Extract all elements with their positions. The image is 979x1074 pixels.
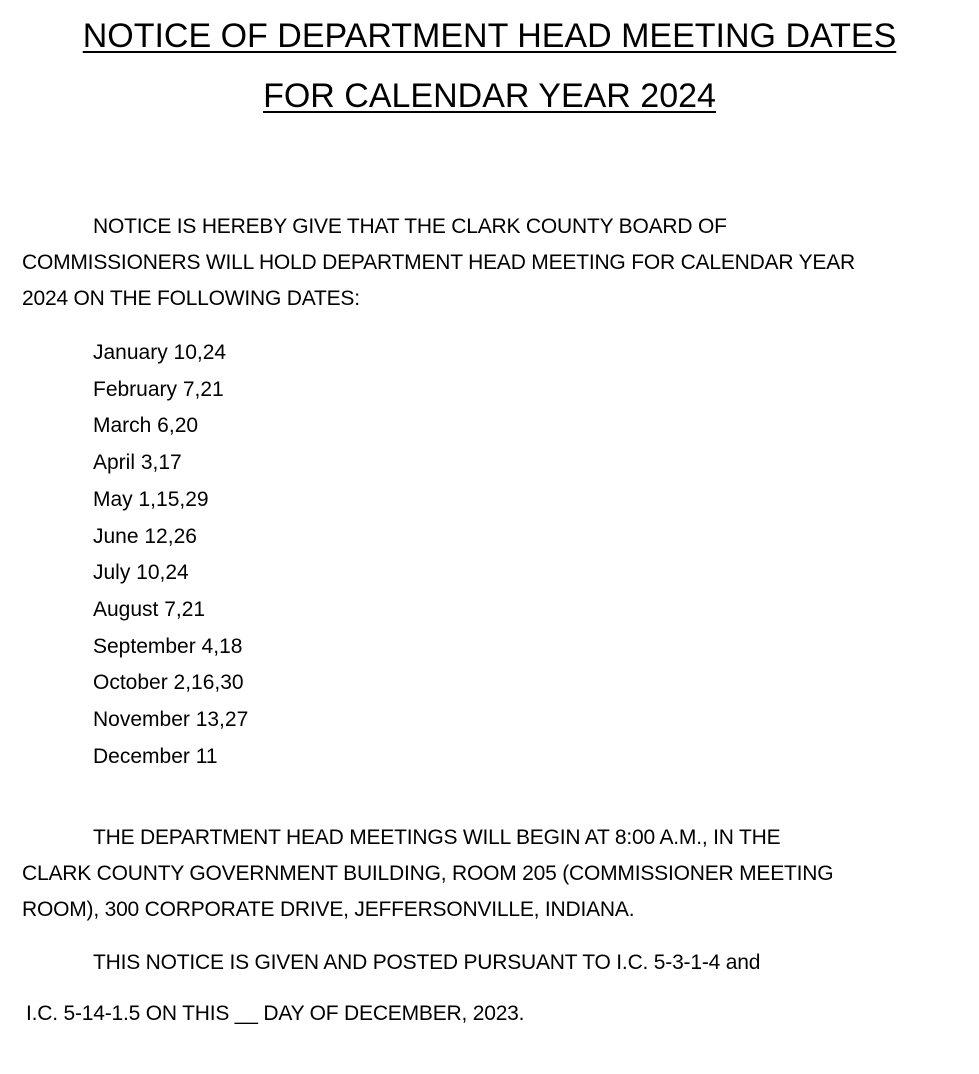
meeting-date-item: January 10,24	[93, 341, 227, 364]
meeting-date-item: February 7,21	[93, 377, 224, 401]
meeting-date-item: March 6,20	[93, 414, 199, 438]
intro-paragraph	[22, 209, 957, 317]
meeting-date-item: May 1,15,29	[93, 487, 209, 511]
meeting-date-item: August 7,21	[93, 597, 206, 621]
meeting-date-item: July 10,24	[93, 561, 189, 585]
intro-line-2: COMMISSIONERS WILL HOLD DEPARTMENT HEAD MEETING FOR CALENDAR YEAR	[22, 251, 855, 274]
location-line-3: ROOM), 300 CORPORATE DRIVE, JEFFERSONVILLE, INDIANA.	[22, 898, 635, 921]
statute-line-1: THIS NOTICE IS GIVEN AND POSTED PURSUANT TO I.C. 5-3-1-4 and	[93, 951, 761, 974]
meeting-date-item: April 3,17	[93, 451, 182, 475]
meeting-date-item: December 11	[93, 744, 218, 768]
meeting-date-item: June 12,26	[93, 524, 197, 548]
intro-line-3: 2024 ON THE FOLLOWING DATES:	[22, 287, 360, 310]
meeting-date-item: September 4,18	[93, 634, 243, 658]
notice-title-line-2: FOR CALENDAR YEAR 2024	[263, 77, 716, 115]
intro-line-1: NOTICE IS HEREBY GIVE THAT THE CLARK COUNTY BOARD OF	[93, 215, 727, 238]
location-line-2: CLARK COUNTY GOVERNMENT BUILDING, ROOM 205 (COMMISSIONER MEETING	[22, 862, 834, 885]
meeting-dates-list	[93, 335, 248, 775]
meeting-date-item: November 13,27	[93, 708, 249, 732]
location-line-1: THE DEPARTMENT HEAD MEETINGS WILL BEGIN AT 8:00 A.M., IN THE	[93, 826, 781, 849]
statute-line-2: I.C. 5-14-1.5 ON THIS __ DAY OF DECEMBER, 2023.	[26, 1002, 525, 1025]
location-paragraph	[22, 820, 957, 928]
meeting-date-item: October 2,16,30	[93, 671, 244, 695]
notice-title-line-1: NOTICE OF DEPARTMENT HEAD MEETING DATES	[82, 17, 897, 55]
